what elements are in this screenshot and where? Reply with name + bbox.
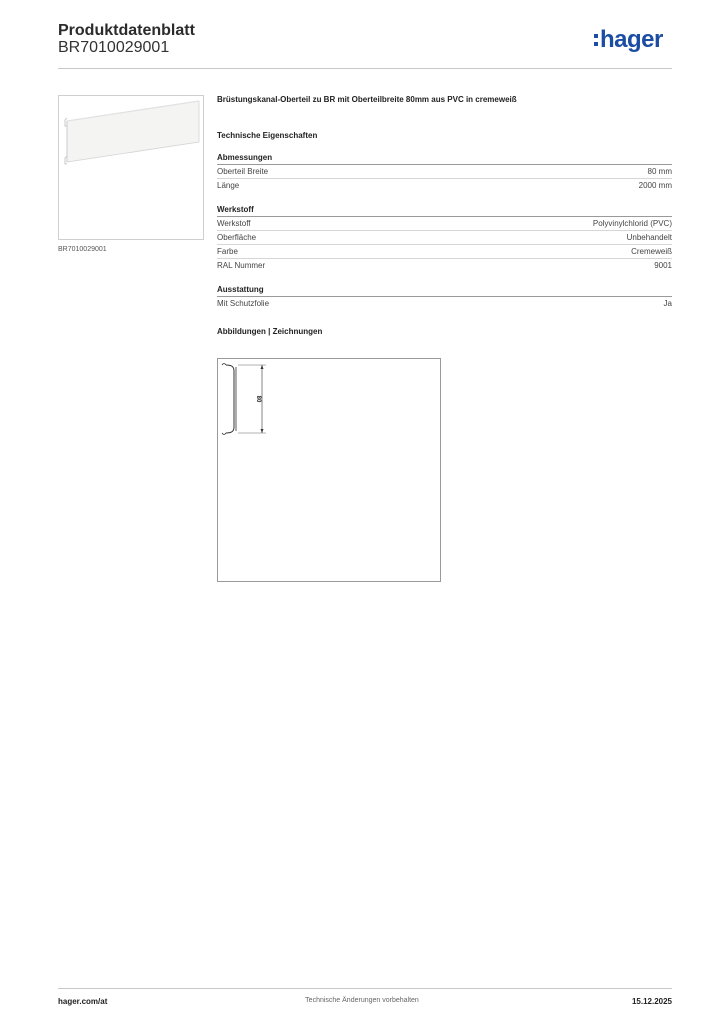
technical-properties-heading: Technische Eigenschaften: [217, 131, 318, 140]
property-label: Oberfläche: [217, 233, 257, 242]
property-row: [217, 179, 672, 192]
figures-heading: Abbildungen | Zeichnungen: [217, 327, 323, 336]
property-row: [217, 165, 672, 179]
property-label: Werkstoff: [217, 219, 251, 228]
header-divider: [58, 68, 672, 69]
header-title: Produktdatenblatt: [58, 22, 195, 39]
section-title: Werkstoff: [217, 205, 672, 217]
hager-logo: [594, 28, 674, 58]
property-value: Unbehandelt: [626, 233, 672, 242]
property-row: [217, 245, 672, 259]
property-value: Polyvinylchlorid (PVC): [592, 219, 672, 228]
product-details: [217, 95, 672, 336]
property-value: Ja: [663, 299, 672, 308]
property-label: Mit Schutzfolie: [217, 299, 270, 308]
property-row: [217, 231, 672, 245]
product-image: [58, 95, 204, 240]
header-subtitle: BR7010029001: [58, 39, 170, 56]
property-label: RAL Nummer: [217, 261, 266, 270]
property-row: [217, 259, 672, 272]
property-row: [217, 297, 672, 310]
footer-divider: [58, 988, 672, 989]
footer-website: hager.com/at: [58, 997, 108, 1006]
property-value: 80 mm: [647, 167, 672, 176]
property-label: Länge: [217, 181, 240, 190]
property-row: [217, 217, 672, 231]
dimension-label: 80: [255, 395, 261, 403]
property-value: Cremeweiß: [631, 247, 672, 256]
property-value: 2000 mm: [638, 181, 672, 190]
section-title: Abmessungen: [217, 153, 672, 165]
section-dimensions: [217, 153, 672, 192]
footer-note: Technische Änderungen vorbehalten: [305, 997, 419, 1004]
product-description: Brüstungskanal-Oberteil zu BR mit Oberteilbreite 80mm aus PVC in cremeweiß: [217, 95, 517, 104]
technical-drawing: [217, 358, 441, 582]
footer-date: 15.12.2025: [631, 997, 672, 1006]
logo-dots: [594, 34, 598, 50]
section-material: [217, 205, 672, 272]
section-equipment: [217, 285, 672, 310]
property-value: 9001: [654, 261, 672, 270]
property-label: Farbe: [217, 247, 238, 256]
product-image-caption: BR7010029001: [58, 246, 107, 253]
section-title: Ausstattung: [217, 285, 672, 297]
logo-text: hager: [600, 26, 663, 53]
property-label: Oberteil Breite: [217, 167, 269, 176]
